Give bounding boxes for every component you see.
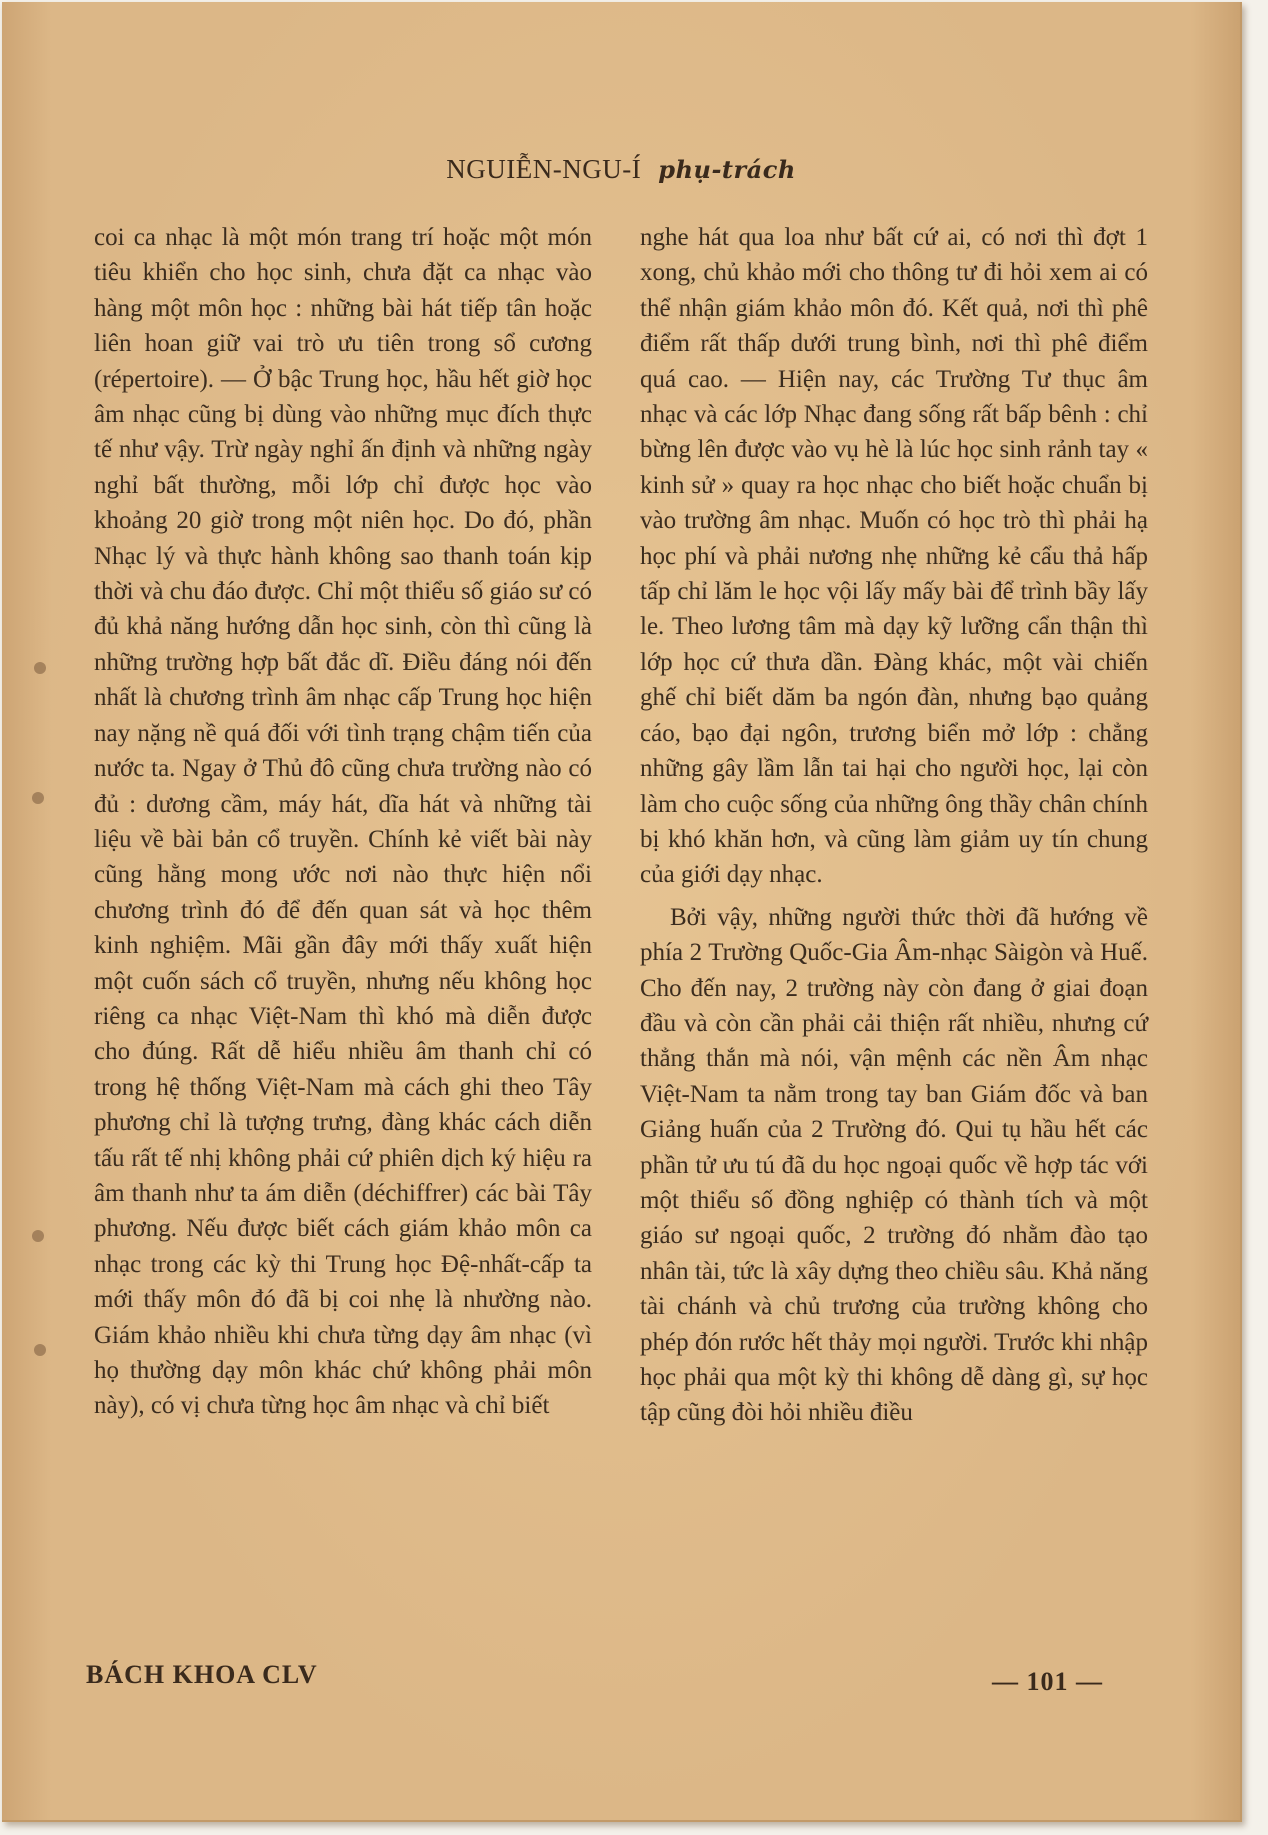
running-header xyxy=(2,154,1240,185)
text-column-right xyxy=(640,220,1148,1431)
header-role: phụ-trách xyxy=(658,155,796,184)
binding-hole xyxy=(34,662,46,674)
header-author: NGUIỄN-NGU-Í xyxy=(446,154,642,184)
paragraph: coi ca nhạc là một món trang trí hoặc một món tiêu khiển cho học sinh, chưa đặt ca nhạc vào hàng một môn học : những bài hát tiếp tân hoặc liên hoan giữ vai trò ưu tiên trong sổ cương (répertoire). — Ở bậc Trung học, hầu hết giờ học âm nhạc cũng bị dùng vào những mục đích thực tế như vậy. Trừ ngày nghỉ ấn định và những ngày nghỉ bất thường, mỗi lớp chỉ được học vào khoảng 20 giờ trong một niên học. Do đó, phần Nhạc lý và thực hành không sao thanh toán kịp thời và chu đáo được. Chỉ một thiểu số giáo sư có đủ khả năng hướng dẫn học sinh, còn thì cũng là những trường hợp bất đắc dĩ. Điều đáng nói đến nhất là chương trình âm nhạc cấp Trung học hiện nay nặng nề quá đối với tình trạng chậm tiến của nước ta. Ngay ở Thủ đô cũng chưa trường nào có đủ : dương cầm, máy hát, dĩa hát và những tài liệu về bài bản cổ truyền. Chính kẻ viết bài này cũng hằng mong ước nơi nào thực hiện nổi chương trình đó để đến quan sát và học thêm kinh nghiệm. Mãi gần đây mới thấy xuất hiện một cuốn sách cổ truyền, nhưng nếu không học riêng ca nhạc Việt-Nam thì khó mà diễn được cho đúng. Rất dễ hiểu nhiều âm thanh chỉ có trong hệ thống Việt-Nam mà cách ghi theo Tây phương chỉ là tượng trưng, đàng khác cách diễn tấu rất tế nhị không phải cứ phiên dịch ký hiệu ra âm thanh như ta ám diễn (déchiffrer) các bài Tây phương. Nếu được biết cách giám khảo môn ca nhạc trong các kỳ thi Trung học Đệ-nhất-cấp ta mới thấy môn đó đã bị coi nhẹ là nhường nào. Giám khảo nhiều khi chưa từng dạy âm nhạc (vì họ thường dạy môn khác chứ không phải môn này), có vị chưa từng học âm nhạc và chỉ biết xyxy=(94,224,592,1420)
magazine-title: BÁCH KHOA CLV xyxy=(86,1660,318,1689)
paragraph: nghe hát qua loa như bất cứ ai, có nơi thì đợt 1 xong, chủ khảo mới cho thông tư đi hỏi xem ai có thể nhận giám khảo môn đó. Kết quả, nơi thì phê điểm rất thấp dưới trung bình, nơi thì phê điểm quá cao. — Hiện nay, các Trường Tư thục âm nhạc và các lớp Nhạc đang sống rất bấp bênh : chỉ bừng lên được vào vụ hè là lúc học sinh rảnh tay « kinh sử » quay ra học nhạc cho biết hoặc chuẩn bị vào trường âm nhạc. Muốn có học trò thì phải hạ học phí và phải nương nhẹ những kẻ cẩu thả hấp tấp chỉ lăm le học vội lấy mấy bài để trình bầy lấy le. Theo lương tâm mà dạy kỹ lưỡng cẩn thận thì lớp học cứ thưa dần. Đàng khác, một vài chiến ghế chỉ biết dăm ba ngón đàn, nhưng bạo quảng cáo, bạo đại ngôn, trương biển mở lớp : chẳng những gây lầm lẫn tai hại cho người học, lại còn làm cho cuộc sống của những ông thầy chân chính bị khó khăn hơn, và cũng làm giảm uy tín chung của giới dạy nhạc. xyxy=(640,224,1148,889)
binding-hole xyxy=(34,1344,46,1356)
page-sheet xyxy=(2,2,1242,1822)
text-column-left xyxy=(94,220,592,1424)
page-number: — 101 — xyxy=(992,1667,1103,1696)
paragraph: Bởi vậy, những người thức thời đã hướng về phía 2 Trường Quốc-Gia Âm-nhạc Sàigòn và Huế. Cho đến nay, 2 trường này còn đang ở giai đoạn đầu và còn cần phải cải thiện rất nhiều, nhưng cứ thẳng thắn mà nói, vận mệnh các nền Âm nhạc Việt-Nam ta nằm trong tay ban Giám đốc và ban Giảng huấn của 2 Trường đó. Qui tụ hầu hết các phần tử ưu tú đã du học ngoại quốc về hợp tác với một thiểu số đồng nghiệp có thành tích và một giáo sư ngoại quốc, 2 trường đó nhằm đào tạo nhân tài, tức là xây dựng theo chiều sâu. Khả năng tài chánh và chủ trương của trường không cho phép đón rước hết thảy mọi người. Trước khi nhập học phải qua một kỳ thi không dễ dàng gì, sự học tập cũng đòi hỏi nhiều điều xyxy=(640,903,1148,1427)
binding-hole xyxy=(32,792,44,804)
binding-hole xyxy=(32,1230,44,1242)
